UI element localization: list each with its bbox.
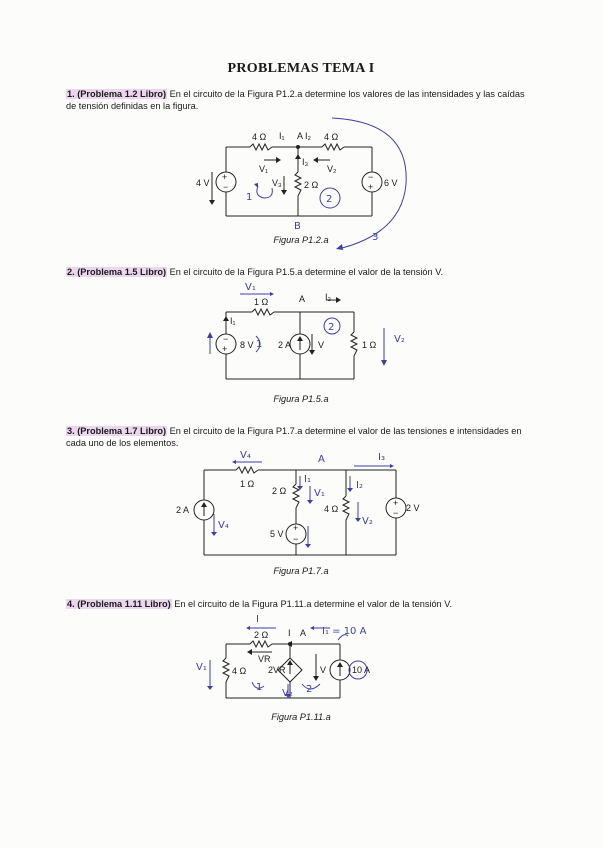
handwritten-v2: V₂ (362, 516, 373, 527)
label-voltage-v2: V₂ (327, 164, 337, 174)
handwritten-v2: V₂ (282, 688, 293, 699)
handwritten-i: I (256, 614, 259, 625)
handwritten-v4-top: V₄ (240, 450, 251, 461)
label-node-a: A (300, 628, 307, 638)
handwritten-mesh-2: 2 (306, 684, 313, 695)
handwritten-mesh-1: 1 (256, 682, 263, 693)
label-resistor-2ohm: 2 Ω (254, 630, 269, 640)
label-voltage-v: V (320, 665, 327, 675)
label-current-i: I (288, 628, 291, 638)
label-node-a: A (299, 294, 306, 304)
handwritten-i2: I₂ (356, 480, 363, 491)
figure-p1-2a-caption: Figura P1.2.a (273, 235, 329, 245)
handwritten-mesh-1: 1 (256, 339, 263, 350)
label-resistor-4ohm-left: 4 Ω (252, 132, 267, 142)
handwritten-v4-left: V₄ (218, 520, 229, 531)
problem-1-text: En el circuito de la Figura P1.2.a determine los valores de las intensidades y las caídas de tensión definidas en la figura. (66, 89, 525, 111)
label-plus-2v: + (393, 498, 399, 508)
handwritten-node-b: B (294, 221, 301, 232)
label-resistor-2ohm: 2 Ω (304, 180, 319, 190)
label-current-i1: I₁ (230, 316, 236, 326)
problem-4-ref: 4. (Problema 1.11 Libro) (67, 599, 171, 609)
page-title: PROBLEMAS TEMA I (227, 61, 375, 76)
label-current-i1: I₁ (279, 131, 285, 141)
label-resistor-2ohm: 2 Ω (272, 486, 287, 496)
handwritten-v1: V₁ (196, 662, 207, 673)
label-minus-8v: − (223, 334, 229, 344)
label-node-a: A (297, 131, 304, 141)
problem-2-ref: 2. (Problema 1.5 Libro) (67, 267, 167, 277)
label-current-i2: I₂ (325, 292, 331, 302)
label-voltage-v3: V₃ (272, 178, 282, 188)
handwritten-mesh-2: 2 (328, 322, 335, 333)
label-resistor-4ohm: 4 Ω (232, 666, 247, 676)
label-minus-6v: − (368, 172, 374, 182)
label-resistor-4ohm-right: 4 Ω (324, 132, 339, 142)
label-dependent-source: 2VR (268, 665, 286, 675)
label-minus-2v: − (393, 508, 399, 518)
handwritten-v1: V₁ (314, 488, 325, 499)
handwritten-i1: I₁ (304, 474, 311, 485)
handwritten-arc-number: 3 (372, 232, 379, 243)
label-resistor-1ohm-right: 1 Ω (362, 340, 377, 350)
handwritten-v2: V₂ (394, 334, 405, 345)
label-minus-4v: − (223, 182, 229, 192)
problem-3-ref: 3. (Problema 1.7 Libro) (67, 426, 167, 436)
label-plus-6v: + (368, 182, 374, 192)
label-minus-5v: − (293, 534, 299, 544)
label-resistor-1ohm-top: 1 Ω (254, 297, 269, 307)
problem-3-text: En el circuito de la Figura P1.7.a determine el valor de las tensiones e intensidades en cada uno de los elementos. (66, 426, 522, 448)
handwritten-node-a: A (318, 454, 325, 465)
handwritten-i1: I₁ = 10 A (322, 626, 367, 637)
handwritten-mesh-1: 1 (246, 192, 253, 203)
label-voltage-v1: V₁ (259, 164, 269, 174)
label-voltage-vr: VR (258, 654, 271, 664)
label-plus-5v: + (293, 523, 299, 533)
label-current-i2: I₂ (305, 131, 311, 141)
label-source-8v: 8 V (240, 340, 254, 350)
label-source-5v: 5 V (270, 529, 284, 539)
label-source-2a: 2 A (278, 340, 292, 350)
figure-p1-11a-caption: Figura P1.11.a (271, 712, 331, 722)
problem-1-ref: 1. (Problema 1.2 Libro) (67, 89, 167, 99)
label-source-10a: 10 A (352, 665, 371, 675)
handwritten-v1: V₁ (245, 282, 256, 293)
problem-2-text: En el circuito de la Figura P1.5.a determine el valor de la tensión V. (169, 267, 444, 277)
problem-4-text: En el circuito de la Figura P1.11.a determine el valor de la tensión V. (174, 599, 453, 609)
label-voltage-v: V (318, 340, 325, 350)
label-resistor-4ohm: 4 Ω (324, 504, 339, 514)
label-resistor-1ohm: 1 Ω (240, 479, 255, 489)
handwritten-i3: I₃ (378, 452, 385, 463)
label-plus-4v: + (222, 172, 228, 182)
label-source-4v: 4 V (196, 178, 210, 188)
handwritten-annotations-p4 (196, 614, 367, 699)
label-source-2a: 2 A (176, 505, 190, 515)
label-source-6v: 6 V (384, 178, 398, 188)
handwritten-mesh-2: 2 (326, 194, 333, 205)
figure-p1-5a-caption: Figura P1.5.a (273, 394, 329, 404)
label-source-2v: 2 V (406, 503, 420, 513)
label-current-i3: I₃ (302, 157, 309, 167)
figure-p1-7a-caption: Figura P1.7.a (273, 566, 329, 576)
label-plus-8v: + (222, 344, 228, 354)
